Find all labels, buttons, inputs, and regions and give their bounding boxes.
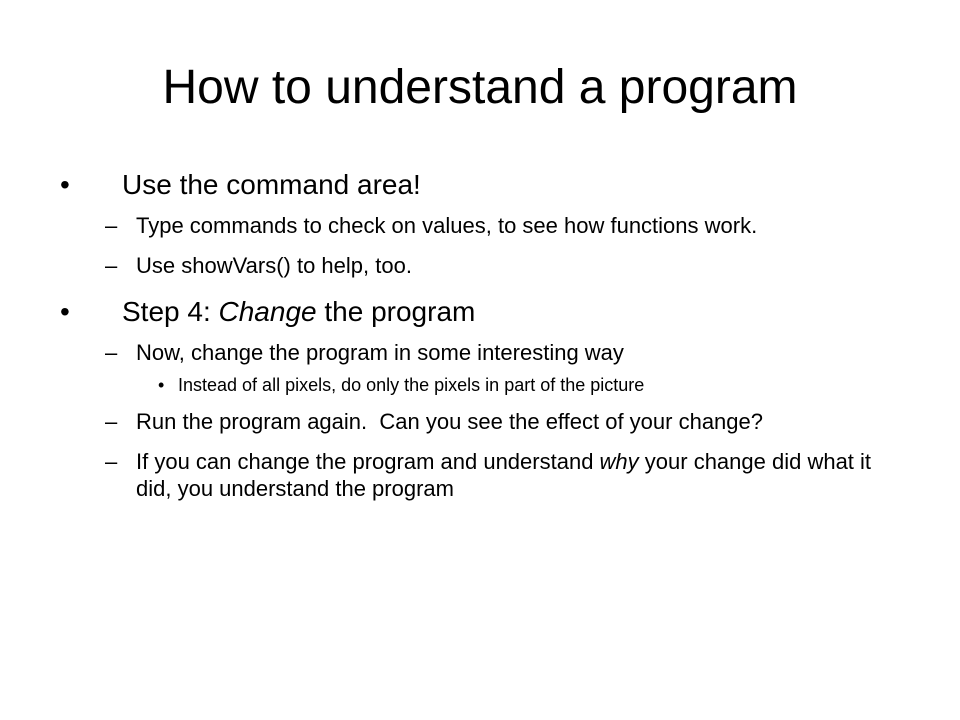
slide-title: How to understand a program [162,61,798,114]
sub-bullet-showvars [60,252,900,279]
sub-bullet-text: Type commands to check on values, to see how functions work. [136,213,758,238]
sub-bullet-understand-why [60,448,900,502]
bullet-marker: • [60,169,70,200]
dash-marker: – [105,340,118,365]
bullet-text-emphasis: Change [218,296,317,327]
sub-bullet-run-again [60,408,900,435]
sub-sub-bullet-pixels [60,374,900,396]
sub-bullet-text: Use showVars() to help, too. [136,253,412,278]
sub-bullet-text-emphasis: why [599,449,639,474]
slide-body [60,168,900,515]
sub-bullet-text: Now, change the program in some interesting way [136,340,624,365]
dash-marker: – [105,213,118,238]
dash-marker: – [105,409,118,434]
sub-bullet-type-commands [60,212,900,239]
bullet-text: Use the command area! [122,169,421,200]
bullet-step-4 [60,295,900,329]
dash-marker: – [105,449,118,474]
sub-bullet-text-prefix: If you can change the program and understand [136,449,600,474]
bullet-marker: • [158,375,165,395]
bullet-marker: • [60,296,70,327]
bullet-text-prefix: Step 4: [122,296,219,327]
sub-bullet-change-program [60,339,900,366]
sub-bullet-text-suffix: your change did what it did, you understand the program [136,449,872,501]
sub-bullet-text: Run the program again. Can you see the effect of your change? [136,409,763,434]
sub-sub-bullet-text: Instead of all pixels, do only the pixels in part of the picture [178,375,645,395]
bullet-text-suffix: the program [316,296,476,327]
dash-marker: – [105,253,118,278]
bullet-command-area [60,168,900,202]
